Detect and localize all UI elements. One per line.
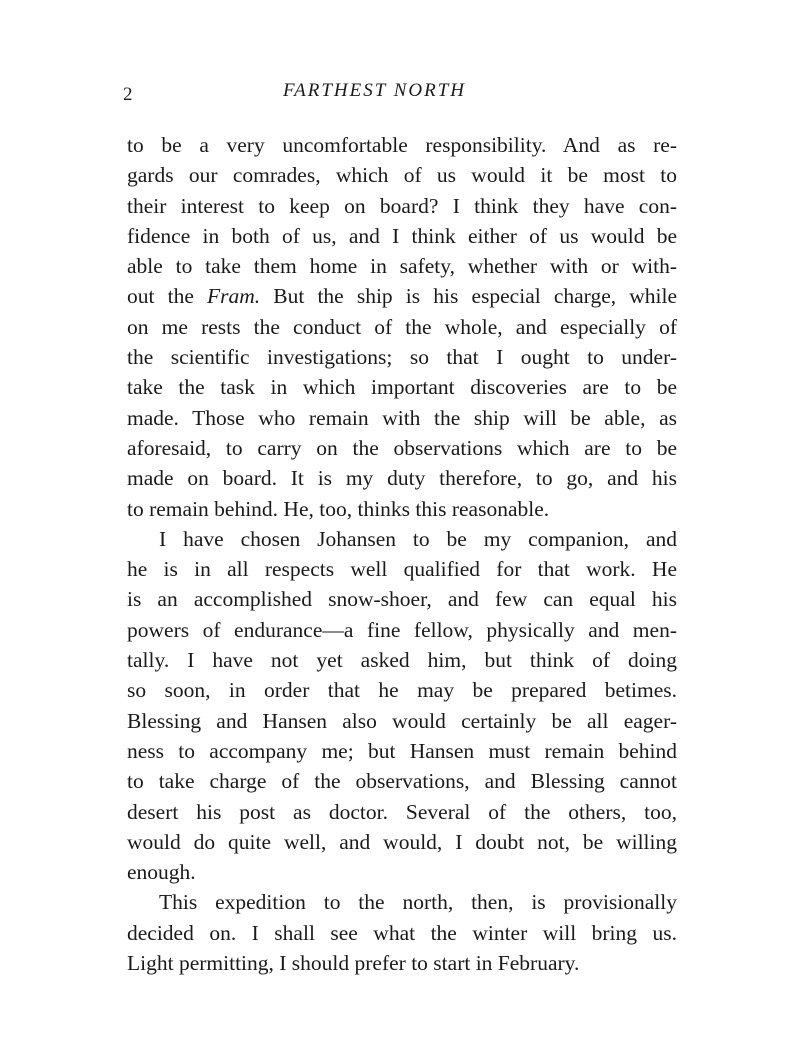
- text-line: he is in all respects well qualified for that work. He: [127, 557, 677, 582]
- page-number: 2: [123, 84, 133, 105]
- text-line: tally. I have not yet asked him, but think of doing: [127, 648, 677, 673]
- paragraph-start-line: I have chosen Johansen to be my companion, and: [159, 526, 677, 551]
- text-line: fidence in both of us, and I think either of us would be: [127, 223, 677, 248]
- text-line: ness to accompany me; but Hansen must remain behind: [127, 738, 677, 763]
- text-line: on me rests the conduct of the whole, and especially of: [127, 314, 677, 339]
- paragraph-start-line: This expedition to the north, then, is provisionally: [159, 890, 677, 915]
- text-line: would do quite well, and would, I doubt not, be willing: [127, 829, 677, 854]
- text-line: Blessing and Hansen also would certainly be all eager-: [127, 708, 677, 733]
- text-line: to be a very uncomfortable responsibility. And as re-: [127, 133, 677, 157]
- body-text: [127, 130, 677, 978]
- running-head: [0, 80, 800, 110]
- text-line: powers of endurance—a fine fellow, physically and men-: [127, 617, 677, 642]
- text-line: is an accomplished snow-shoer, and few can equal his: [127, 587, 677, 612]
- text-line: decided on. I shall see what the winter will bring us.: [127, 920, 677, 945]
- text-segment: out the: [127, 284, 194, 309]
- text-line: to remain behind. He, too, thinks this reasonable.: [127, 496, 550, 521]
- text-line: desert his post as doctor. Several of the others, too,: [127, 799, 677, 824]
- text-line: gards our comrades, which of us would it be most to: [127, 163, 677, 188]
- text-line: aforesaid, to carry on the observations which are to be: [127, 435, 677, 460]
- text-segment: But the ship is his especial charge, while: [260, 284, 677, 309]
- text-line: able to take them home in safety, whether with or with-: [127, 254, 677, 279]
- text-line-with-ship-name: [127, 281, 677, 311]
- text-line: take the task in which important discoveries are to be: [127, 375, 677, 400]
- text-line: their interest to keep on board? I think they have con-: [127, 193, 677, 218]
- text-line: so soon, in order that he may be prepared betimes.: [127, 678, 677, 703]
- running-title: FARTHEST NORTH: [283, 80, 467, 101]
- text-line: made on board. It is my duty therefore, to go, and his: [127, 466, 677, 491]
- text-line: enough.: [127, 860, 196, 885]
- text-line: to take charge of the observations, and Blessing cannot: [127, 769, 677, 794]
- text-line: made. Those who remain with the ship will be able, as: [127, 405, 677, 430]
- text-line: the scientific investigations; so that I ought to under-: [127, 345, 677, 370]
- ship-name: Fram.: [207, 284, 261, 309]
- text-line: Light permitting, I should prefer to start in February.: [127, 951, 580, 976]
